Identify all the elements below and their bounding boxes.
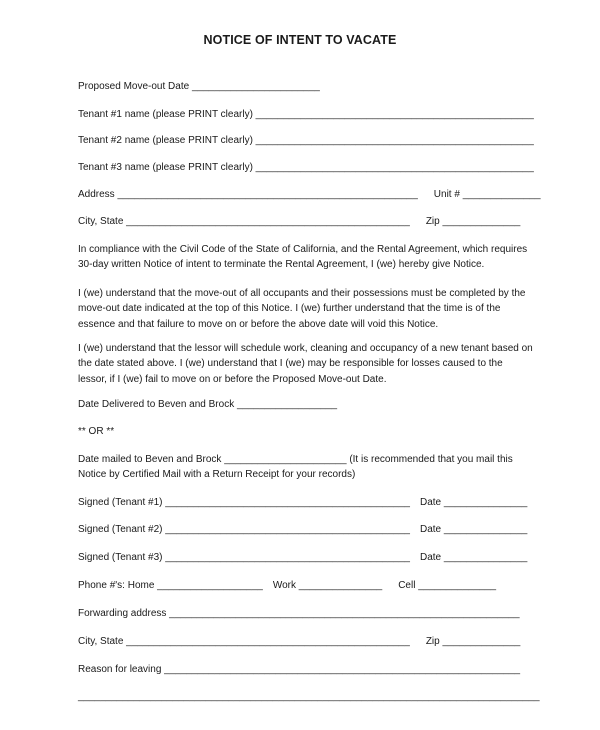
city-state-line: City, State ___________________________________________________: [78, 216, 410, 227]
compliance-line-1: In compliance with the Civil Code of the State of California, and the Rental Agreement, which requires: [78, 244, 528, 255]
signed-tenant-2-line: Signed (Tenant #2) ____________________________________________: [78, 524, 410, 535]
lessor-line-3: lessor, if I (we) fail to move on or before the Proposed Move-out Date.: [78, 373, 387, 385]
address-row: [78, 188, 541, 202]
signed-tenant-1-date: Date _______________: [420, 497, 528, 508]
signed-tenant-1-row: [78, 496, 527, 510]
forwarding-zip-line: Zip ______________: [425, 636, 521, 647]
tenant-1-name-line: Tenant #1 name (please PRINT clearly) __________________________________________________: [78, 109, 534, 120]
forwarding-address-line: Forwarding address _______________________________________________________________: [78, 608, 520, 619]
signed-tenant-2-row: [78, 523, 527, 537]
signed-tenant-1-line: Signed (Tenant #1) ____________________________________________: [78, 497, 410, 508]
date-mailed-paragraph: [78, 452, 548, 483]
understanding-line-2: move-out date indicated at the top of this Notice. I (we) further understand that the time is of the: [78, 303, 501, 315]
move-out-understanding-paragraph: [78, 286, 548, 332]
forwarding-city-state-row: [78, 635, 520, 649]
reason-continuation-line: ___________________________________________________________________________________: [78, 691, 540, 702]
compliance-line-2: 30-day written Notice of intent to terminate the Rental Agreement, I (we) hereby give Notice.: [78, 259, 485, 271]
phone-home-line: Phone #'s: Home ___________________: [78, 580, 263, 591]
signed-tenant-3-row: [78, 551, 527, 565]
form-title: NOTICE OF INTENT TO VACATE: [203, 33, 397, 47]
forwarding-city-state-line: City, State ___________________________________________________: [78, 636, 410, 647]
phone-work-line: Work _______________: [272, 580, 383, 591]
or-separator: ** OR **: [78, 426, 115, 437]
tenant-3-name-line: Tenant #3 name (please PRINT clearly) __________________________________________________: [78, 162, 534, 173]
mailed-line-1: Date mailed to Beven and Brock ______________________ (It is recommended that you mail this: [78, 454, 513, 465]
signed-tenant-3-date: Date _______________: [420, 552, 528, 563]
tenant-2-name-line: Tenant #2 name (please PRINT clearly) __________________________________________________: [78, 135, 534, 146]
city-state-row: [78, 215, 520, 229]
lessor-line-2: the date stated above. I (we) understand that I (we) may be responsible for losses caused to the: [78, 358, 503, 370]
mailed-line-2: Notice by Certified Mail with a Return Receipt for your records): [78, 469, 356, 481]
understanding-line-1: I (we) understand that the move-out of all occupants and their possessions must be completed by the: [78, 288, 526, 299]
address-line: Address ______________________________________________________: [78, 189, 418, 200]
date-delivered-line: Date Delivered to Beven and Brock __________________: [78, 399, 338, 410]
move-out-date-line: Proposed Move-out Date _______________________: [78, 81, 320, 92]
phone-cell-line: Cell ______________: [398, 580, 497, 591]
unit-line: Unit # ______________: [433, 189, 541, 200]
understanding-line-3: essence and that failure to move on or before the above date will void this Notice.: [78, 318, 439, 330]
signed-tenant-3-line: Signed (Tenant #3) ____________________________________________: [78, 552, 410, 563]
reason-for-leaving-line: Reason for leaving ________________________________________________________________: [78, 664, 521, 675]
compliance-paragraph: [78, 242, 548, 273]
phone-row: [78, 579, 496, 593]
signed-tenant-2-date: Date _______________: [420, 524, 528, 535]
zip-line: Zip ______________: [425, 216, 521, 227]
lessor-line-1: I (we) understand that the lessor will schedule work, cleaning and occupancy of a new tenant based on: [78, 343, 533, 354]
lessor-paragraph: [78, 341, 548, 387]
